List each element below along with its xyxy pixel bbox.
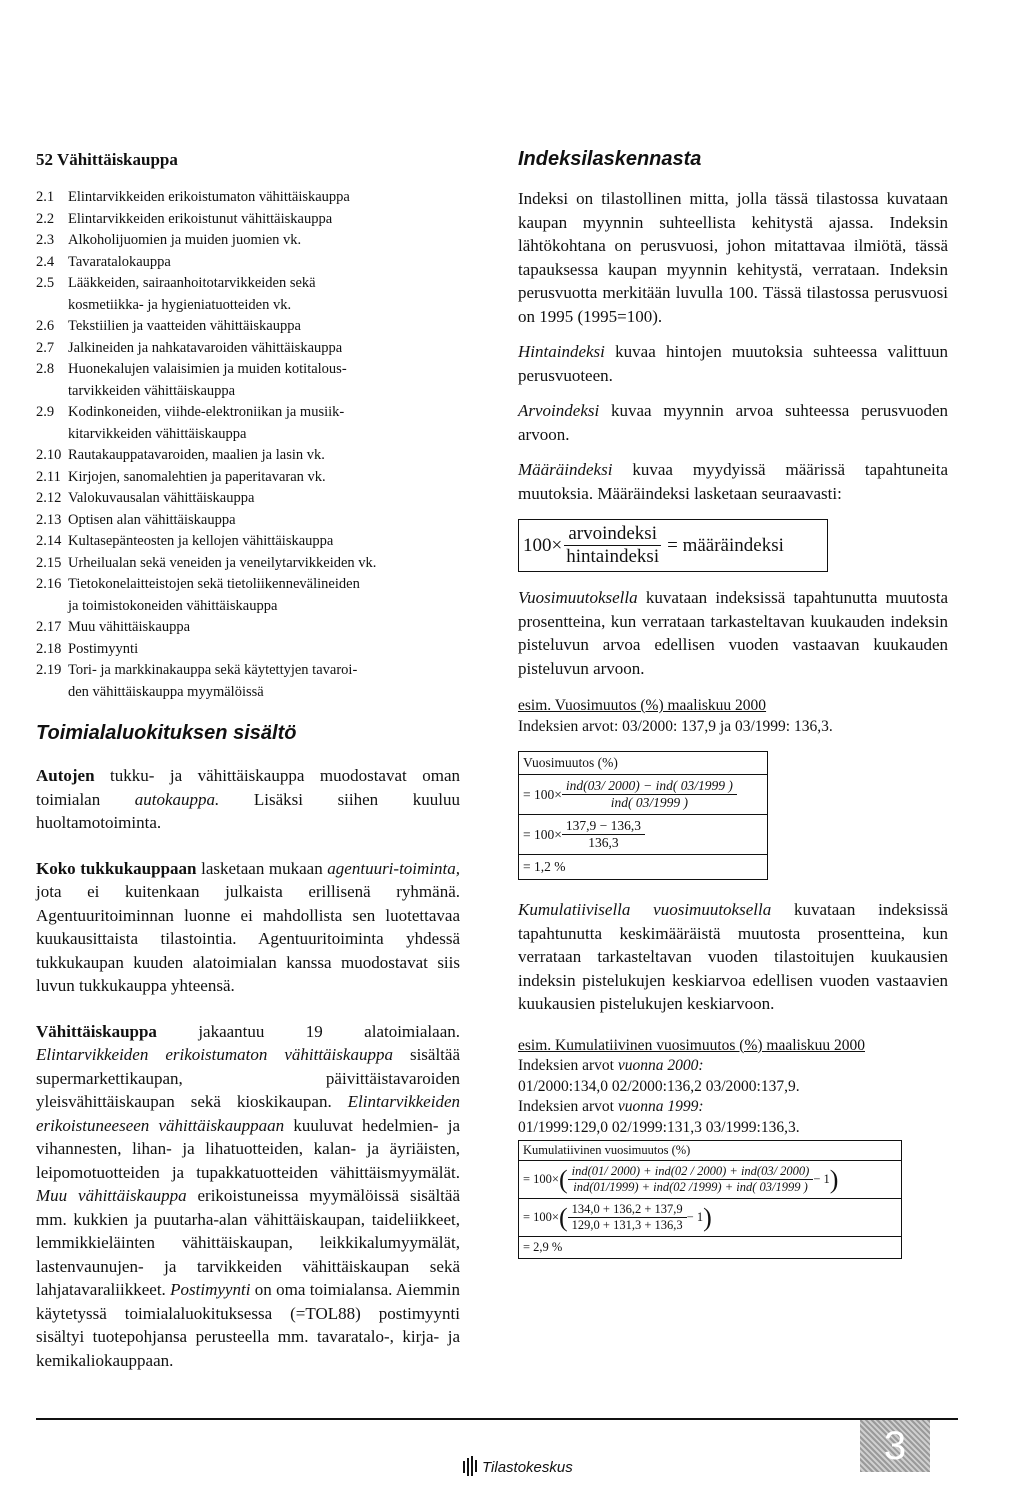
list-item-number: 2.18	[36, 640, 62, 657]
list-item-text: Valokuvausalan vähittäiskauppa	[68, 490, 255, 506]
para-tukkukauppa: Koko tukkukauppaan lasketaan mukaan agentuuri-toiminta, jota ei kuitenkaan julkaista erillisenä ryhmänä. Agentuuritoiminnan luonne ei mahdollista sen luotettavaa kuukausittaista tilastointia. Agentuuritoiminta yhdessä tukkukaupan kuuden alatoimialan kanssa muodostavat siis luvun tukkukauppa yhteensä.	[36, 858, 460, 995]
list-item-text: Elintarvikkeiden erikoistunut vähittäiskauppa	[68, 210, 333, 227]
list-item	[36, 252, 456, 274]
para-indeksi: Indeksi on tilastollinen mitta, jolla tässä tilastossa kuvataan kaupan myynnin suhteellista kehitystä ajassa. Indeksin lähtökohtana on perusvuosi, johon mitattavaa ilmiötä, tässä tapauksessa kaupan myynnin kehitystä, verrataan. Indeksin perusvuotta merkitään luvulla 100. Tässä tilastossa perusvuosi on 1995 (1995=100).	[518, 189, 948, 326]
list-item-number: 2.11	[36, 468, 61, 485]
example-kumulatiivinen: esim. Kumulatiivinen vuosimuutos (%) maaliskuu 2000 Indeksien arvot vuonna 2000: 01/2000:134,0 02/2000:136,2 03/2000:137,9. Indeksien arvot vuonna 1999: 01/1999:129,0 02/1999:131,3 03/1999:136,3.	[518, 1036, 865, 1136]
tilastokeskus-logo-icon	[462, 1455, 478, 1481]
list-item	[36, 402, 456, 445]
list-item	[36, 660, 456, 703]
right-section-title: Indeksilaskennasta	[518, 148, 702, 170]
list-item-number: 2.3	[36, 232, 55, 248]
list-item-number: 2.10	[36, 447, 62, 463]
list-item	[36, 639, 456, 661]
list-item-text: Elintarvikkeiden erikoistumaton vähittäiskauppa	[68, 189, 350, 205]
list-item-text: Tekstiilien ja vaatteiden vähittäiskauppa	[68, 318, 301, 334]
list-item-text: Urheilualan sekä veneiden ja veneilytarvikkeiden vk.	[68, 554, 377, 571]
list-item-text: Postimyynti	[68, 640, 139, 657]
list-item-text: Tori- ja markkinakauppa sekä käytettyjen tavaroi- den vähittäiskauppa myymälöissä	[68, 662, 358, 700]
para-vuosimuutos: Vuosimuutoksella kuvataan indeksissä tapahtunutta muutosta prosentteina, kun verrataan tarkasteltavan kuukauden indeksin pisteluvun arvoa edellisen vuoden vastaavan kuukauden pisteluvun arvoon.	[518, 588, 948, 678]
para-autojen: Autojen tukku- ja vähittäiskauppa muodostavat oman toimialan autokauppa. Lisäksi siihen kuuluu huoltamotoiminta.	[36, 766, 460, 832]
footer-rule	[36, 1418, 958, 1420]
list-item-number: 2.19	[36, 662, 62, 678]
list-item	[36, 209, 456, 231]
list-item-number: 2.12	[36, 490, 62, 506]
list-item-number: 2.6	[36, 318, 55, 334]
list-item	[36, 187, 456, 209]
page-section-heading: 52 Vähittäiskauppa	[36, 150, 178, 169]
list-item	[36, 359, 456, 402]
list-item-text: Kirjojen, sanomalehtien ja paperitavaran vk.	[68, 468, 326, 485]
box-vuosimuutos: Vuosimuutos (%) = 100× $\frac{\text{ind(03/ 2000) − ind( 03/1999 )}}{\text{ind( 03/1999 )}}$ = 100× $\frac{137,9 - 136,3}{136,3}$ = 1,2 %	[518, 751, 768, 880]
list-item	[36, 338, 456, 360]
list-item	[36, 531, 456, 553]
example-vuosimuutos: esim. Vuosimuutos (%) maaliskuu 2000 Indeksien arvot: 03/2000: 137,9 ja 03/1999: 136,3.	[518, 697, 833, 735]
list-item-number: 2.9	[36, 404, 55, 420]
left-body	[36, 764, 460, 1372]
list-item	[36, 574, 456, 617]
list-item	[36, 553, 456, 575]
list-item-number: 2.4	[36, 253, 55, 270]
list-item-text: Optisen alan vähittäiskauppa	[68, 511, 236, 528]
list-item-number: 2.5	[36, 275, 55, 291]
list-item-text: Kultasepänteosten ja kellojen vähittäiskauppa	[68, 533, 334, 549]
category-list	[36, 187, 456, 703]
list-item	[36, 510, 456, 532]
list-item-number: 2.13	[36, 511, 62, 528]
list-item-text: Huonekalujen valaisimien ja muiden kotitalous- tarvikkeiden vähittäiskauppa	[68, 361, 347, 399]
list-item-text: Tietokonelaitteistojen sekä tietoliikennevälineiden ja toimistokoneiden vähittäiskauppa	[68, 576, 360, 614]
para-arvoindeksi: Arvoindeksi kuvaa myynnin arvoa suhteessa perusvuoden arvoon.	[518, 401, 948, 444]
list-item-number: 2.8	[36, 361, 55, 377]
list-item-text: Rautakauppatavaroiden, maalien ja lasin vk.	[68, 447, 325, 463]
para-maaraindeksi: Määräindeksi kuvaa myydyissä määrissä tapahtuneita muutoksia. Määräindeksi lasketaan seuraavasti:	[518, 460, 948, 503]
list-item-number: 2.14	[36, 533, 62, 549]
left-section-title: Toimialaluokituksen sisältö	[36, 722, 297, 744]
list-item-text: Jalkineiden ja nahkatavaroiden vähittäiskauppa	[68, 339, 343, 356]
list-item-number: 2.1	[36, 189, 55, 205]
list-item-number: 2.16	[36, 576, 62, 592]
list-item	[36, 445, 456, 467]
list-item	[36, 273, 456, 316]
box-kumulatiivinen: Kumulatiivinen vuosimuutos (%) = 100× ( $\frac{\text{ind(01/ 2000) + ind(02 / 2000) + ind(03/ 2000)}}{\text{ind(01/1999) + ind(02 /1999) + ind( 03/1999 )}}$ − 1 ) = 100× ( $\frac{134,0 + 136,2 + 137,9}{129,0 + 131,3 + 136,3}$ − 1 ) = 2,9 %	[518, 1140, 902, 1259]
list-item-number: 2.7	[36, 339, 55, 356]
para-hintaindeksi: Hintaindeksi kuvaa hintojen muutoksia suhteessa valittuun perusvuoteen.	[518, 342, 948, 385]
page-number: 3	[860, 1420, 930, 1472]
formula-maaraindeksi: 100× $\frac{\text{arvoindeksi}}{\text{hintaindeksi}}$ = määräindeksi	[518, 519, 828, 572]
list-item-text: Tavaratalokauppa	[68, 253, 171, 270]
list-item-number: 2.17	[36, 619, 62, 635]
list-item-text: Kodinkoneiden, viihde-elektroniikan ja musiik- kitarvikkeiden vähittäiskauppa	[68, 404, 345, 442]
list-item-number: 2.15	[36, 554, 62, 571]
list-item-text: Alkoholijuomien ja muiden juomien vk.	[68, 232, 302, 248]
list-item-text: Muu vähittäiskauppa	[68, 619, 191, 635]
list-item	[36, 230, 456, 252]
list-item	[36, 316, 456, 338]
para-kumulatiivinen: Kumulatiivisella vuosimuutoksella kuvataan indeksissä tapahtunutta keskimääräistä muutosta prosentteina, kun verrataan tarkasteltavan vuoden tilastoitujen kuukausien indeksin pistelukujen keskiarvoa edellisen vuoden vastaavien kuukausien pistelukujen keskiarvoon.	[518, 900, 948, 1013]
footer-org: Tilastokeskus	[462, 1455, 573, 1481]
para-vahittaiskauppa: Vähittäiskauppa jakaantuu 19 alatoimialaan. Elintarvikkeiden erikoistumaton vähittäiskauppa sisältää supermarkettikaupan, päivittäistavaroiden yleisvähittäiskaupan sekä kioskikaupan. Elintarvikkeiden erikoistuneeseen vähittäiskauppaan kuuluvat hedelmien- ja vihannesten, lihan- ja lihatuotteiden, kalan- ja äyriäisten, leipomotuotteiden ja tupakkatuotteiden vähittäismyymälät. Muu vähittäiskauppa erikoistuneissa myymälöissä sisältää mm. kukkien ja puutarha-alan vähittäiskaupan, taideliikkeet, lemmikkieläinten vähittäiskaupan, leikkikalumyymälät, lastenvaunujen- ja tarvikkeiden vähittäiskaupan sekä lahjatavaraliikkeet. Postimyynti on oma toimialansa. Aiemmin käytetyssä toimialaluokituksessa (=TOL88) postimyynti sisältyi tuotepohjansa perusteella mm. tavaratalo-, kirja- ja kemikaliokauppaan.	[36, 1021, 460, 1370]
list-item-number: 2.2	[36, 210, 55, 227]
list-item	[36, 488, 456, 510]
right-body	[518, 187, 948, 1259]
list-item-text: Lääkkeiden, sairaanhoitotarvikkeiden sekä kosmetiikka- ja hygieniatuotteiden vk.	[68, 275, 316, 313]
list-item	[36, 617, 456, 639]
list-item	[36, 467, 456, 489]
